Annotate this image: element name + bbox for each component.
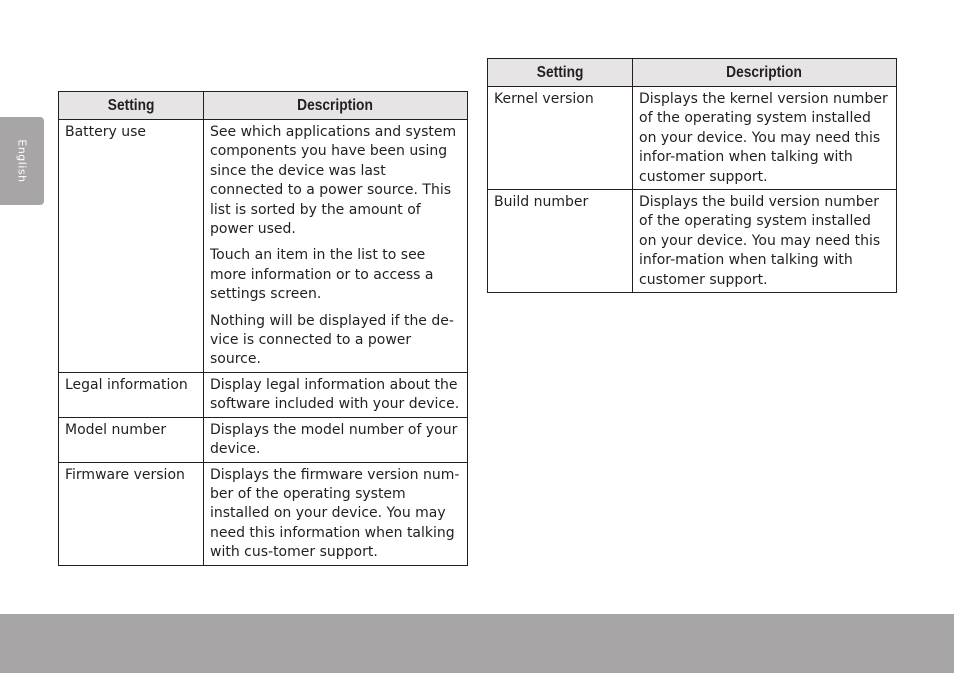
description-cell — [204, 120, 468, 373]
settings-table-left — [58, 91, 468, 566]
settings-table-right — [487, 58, 897, 293]
language-tab — [0, 117, 44, 205]
description-cell — [204, 462, 468, 565]
description-cell — [204, 417, 468, 462]
setting-cell: Model number — [59, 417, 204, 462]
description-paragraph: See which applications and system components you have been using since the device was last connected to a power source. This list is sorted by the amount of power used. — [210, 124, 457, 238]
description-paragraph: Display legal information about the software included with your device. — [210, 376, 460, 413]
setting-column-header: Setting — [488, 59, 633, 87]
description-cell — [633, 87, 897, 190]
table-row-battery-use — [59, 120, 468, 373]
description-paragraph: Displays the firmware version num-ber of the operating system installed on your device. You may need this information when talking with cus-tomer support. — [210, 466, 460, 561]
description-paragraph: Displays the build version number of the operating system installed on your device. You may need this infor-mation when talking with customer support. — [639, 194, 881, 288]
table-header-row — [59, 92, 468, 120]
setting-cell: Build number — [488, 190, 633, 293]
setting-cell: Legal information — [59, 372, 204, 417]
description-paragraph: Touch an item in the list to see more information or to access a settings screen. — [210, 247, 434, 303]
table-row-build-number — [488, 190, 897, 293]
table-row-legal-information — [59, 372, 468, 417]
table-row-model-number — [59, 417, 468, 462]
description-paragraph: Displays the kernel version number of the operating system installed on your device. You may need this infor-mation when talking with customer support. — [639, 91, 888, 185]
description-paragraph: Displays the model number of your device. — [210, 421, 458, 458]
table-row-kernel-version — [488, 87, 897, 190]
setting-cell: Battery use — [59, 120, 204, 373]
table-row-firmware-version — [59, 462, 468, 565]
table-header-row — [488, 59, 897, 87]
setting-cell: Kernel version — [488, 87, 633, 190]
description-column-header: Description — [204, 92, 468, 120]
description-paragraph: Nothing will be displayed if the de-vice is connected to a power source. — [210, 312, 454, 368]
description-column-header: Description — [633, 59, 897, 87]
language-tab-label: English — [15, 139, 29, 183]
footer-bar — [0, 614, 954, 673]
setting-column-header: Setting — [59, 92, 204, 120]
setting-cell: Firmware version — [59, 462, 204, 565]
description-cell — [633, 190, 897, 293]
description-cell — [204, 372, 468, 417]
